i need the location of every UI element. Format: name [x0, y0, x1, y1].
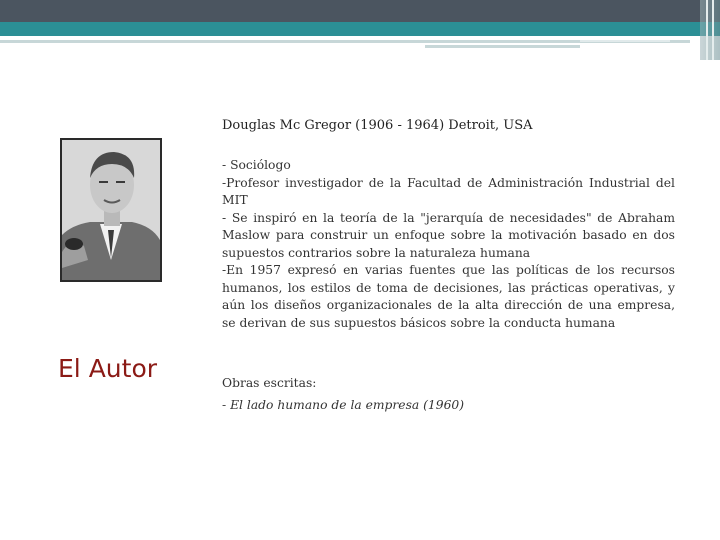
decorative-line	[580, 40, 670, 42]
author-heading: Douglas Mc Gregor (1906 - 1964) Detroit, USA	[222, 118, 533, 133]
bio-line: - Sociólogo	[222, 158, 291, 172]
top-band-dark	[0, 0, 720, 22]
works-label: Obras escritas:	[222, 376, 317, 390]
top-band-teal	[0, 22, 720, 36]
works-item: - El lado humano de la empresa (1960)	[222, 398, 465, 412]
bio-line: -En 1957 expresó en varias fuentes que las políticas de los recursos humanos, los estilos de toma de decisiones, las prácticas operativas, y aún los diseños organizacionales de la alta dirección de una empresa, se derivan de sus supuestos básicos sobre la conducta humana	[222, 263, 675, 330]
decorative-line	[425, 45, 580, 48]
author-portrait-photo	[60, 138, 162, 282]
decorative-corner	[700, 0, 720, 60]
bio-line: -Profesor investigador de la Facultad de Administración Industrial del MIT	[222, 175, 675, 207]
decorative-stripe	[706, 0, 708, 60]
section-title: El Autor	[58, 354, 158, 383]
bio-line: - Se inspiró en la teoría de la "jerarquía de necesidades" de Abraham Maslow para construir un enfoque sobre la motivación basado en dos supuestos contrarios sobre la naturaleza humana	[222, 210, 675, 260]
author-bio	[222, 157, 675, 332]
decorative-stripe	[712, 0, 714, 60]
